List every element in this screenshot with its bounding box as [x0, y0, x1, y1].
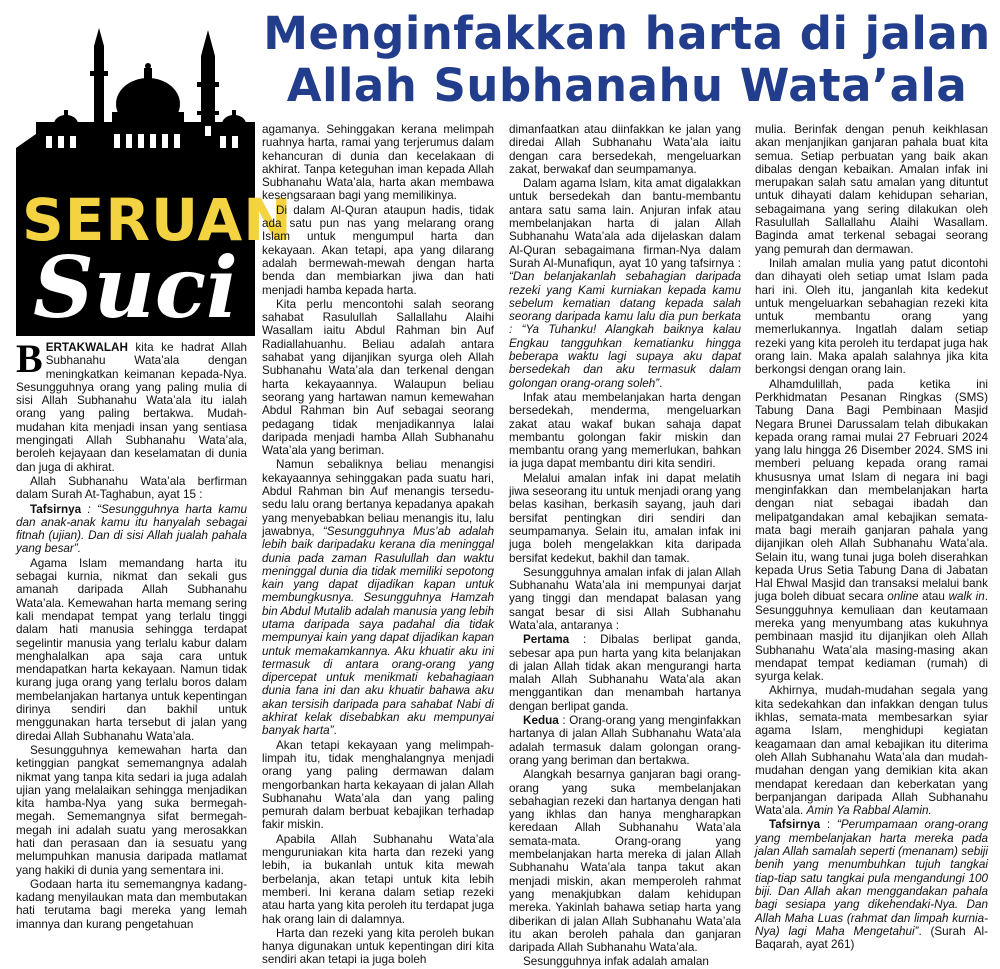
drop-cap: B: [16, 336, 43, 381]
paragraph: Pertama : Dibalas berlipat ganda, sebesar apa pun harta yang kita belanjakan di jalan Allah tidak akan mengurangi harta malah Allah Subhanahu Wata’ala akan menggantikan dan menambah hartanya dengan berlipat ganda.: [509, 633, 741, 713]
paragraph: Namun sebaliknya beliau menangisi kekayaannya sehinggakan pada suatu hari, Abdul Rahman bin Auf menangis tersedu-sedu lalu orang bertanya kepadanya apakah yang menyebabkan beliau menangis itu, lalu jawabnya, “Sesungguhnya Mus’ab adalah lebih baik daripadaku kerana dia meninggal dunia pada zaman Rasulullah dan waktu meninggal dunia dia tidak memiliki sepotong kain yang dapat dijadikan kapan untuk membungkusnya. Sesungguhnya Hamzah bin Abdul Mutalib adalah manusia yang lebih utama daripada saya padahal dia tidak mempunyai kain yang dapat dijadikan kapan untuk memakamkannya. Aku khuatir aku ini termasuk di antara orang-orang yang dipercepat untuk menikmati kebahagiaan dunia fana ini dan aku khuatir bahawa aku akan tersisih daripada para sahabat Nabi di akhirat kelak disebabkan aku mempunyai banyak harta”.: [262, 458, 494, 738]
paragraph: Akhirnya, mudah-mudahan segala yang kita sedekahkan dan infakkan dengan tulus ikhlas, semata-mata membesarkan syiar agama Islam, menghidupi kegiatan keagamaan dan amal kebajikan itu diterima oleh Allah Subhanahu Wata’ala dan mudah-mudahan dengan yang demikian kita akan mendapat keredaan dan keberkatan yang berpanjangan daripada Allah Subhanahu Wata’ala. Amin Ya Rabbal Alamin.: [755, 684, 988, 818]
paragraph: Kita perlu mencontohi salah seorang sahabat Rasulullah Sallallahu Alaihi Wasallam iaitu Abdul Rahman bin Auf Radiallahuanhu. Beliau adalah antara sahabat yang dijanjikan syurga oleh Allah Subhanahu Wata’ala dan terkenal dengan harta kekayaannya. Walaupun beliau seorang yang hartawan namun kemewahan Abdul Rahman bin Auf sebagai seorang pedagang tidak menjadikannya lalai daripada menjadi hamba Allah Subhanahu Wata’ala yang beriman.: [262, 297, 494, 458]
paragraph: Tafsirnya : “Perumpamaan orang-orang yang membelanjakan harta mereka pada jalan Allah samalah seperti (menanam) sebiji benih yang menumbuhkan tujuh tangkai tiap-tiap satu tangkai pula mengandungi 100 biji. Dan Allah akan menggandakan pahala bagi sesiapa yang dikehendaki-Nya. Dan Allah Maha Luas (rahmat dan limpah kurnia-Nya) lagi Maha Mengetahui”. (Surah Al-Baqarah, ayat 261): [755, 818, 988, 952]
paragraph: dimanfaatkan atau diinfakkan ke jalan yang diredai Allah Subhanahu Wata’ala iaitu dengan cara bersedekah, mengeluarkan zakat, berwakaf dan seumpamanya.: [509, 123, 741, 176]
paragraph: Alangkah besarnya ganjaran bagi orang-orang yang suka membelanjakan sebahagian rezeki dan hartanya dengan hati yang ikhlas dan hanya mengharapkan keredaan Allah Subhanahu Wata’ala semata-mata. Orang-orang yang membelanjakan harta mereka di jalan Allah Subhanahu Wata’ala tanpa takut akan menjadi miskin, akan memperoleh rahmat yang menakjubkan dalam kehidupan mereka. Yakinlah bahawa setiap harta yang diberikan di jalan Allah Subhanahu Wata’ala itu akan beroleh pahala dan ganjaran daripada Allah Subhanahu Wata’ala.: [509, 768, 741, 955]
paragraph: Apabila Allah Subhanahu Wata’ala menguruniakan kita harta dan rezeki yang lebih, ia bukanlah untuk kita mewah berbelanja, akan tetapi untuk kita lebih memberi. Ini kerana dalam setiap rezeki atau harta yang kita peroleh itu terdapat juga hak orang lain di dalamnya.: [262, 832, 494, 926]
paragraph: Allah Subhanahu Wata’ala berfirman dalam Surah At-Taghabun, ayat 15 :: [16, 474, 247, 502]
paragraph: Dalam agama Islam, kita amat digalakkan untuk bersedekah dan bantu-membantu antara satu sama lain. Anjuran infak atau membelanjakan harta di jalan Allah Subhanahu Wata’ala ada dijelaskan dalam Al-Quran sebagaimana firman-Nya dalam Surah Al-Munafiqun, ayat 10 yang tafsirnya : “Dan belanjakanlah sebahagian daripada rezeki yang Kami kurniakan kepada kamu sebelum kematian datang kepada salah seorang daripada kamu lalu dia pun berkata : “Ya Tuhanku! Alangkah baiknya kalau Engkau tangguhkan kematianku hingga beberapa waktu lagi supaya aku dapat bersedekah dan aku termasuk dalam golongan orang-orang soleh”.: [509, 177, 741, 390]
headline-line-1: Menginfakkan harta di jalan: [263, 7, 991, 60]
article-column-4: [755, 123, 988, 951]
article-column-3: [509, 123, 741, 969]
paragraph: Inilah amalan mulia yang patut dicontohi dan dihayati oleh setiap umat Islam pada hari ini. Oleh itu, janganlah kita kedekut untuk mengeluarkan sebahagian rezeki kita untuk membantu orang yang memerlukannya. Ingatlah dalam setiap rezeki yang kita peroleh itu terdapat juga hak orang lain. Maka apalah salahnya jika kita berkongsi dengan orang lain.: [755, 256, 988, 377]
paragraph: Sesungguhnya amalan infak di jalan Allah Subhanahu Wata’ala ini mempunyai darjat yang tinggi dan mendapat balasan yang sangat besar di sisi Allah Subhanahu Wata’ala, antaranya :: [509, 565, 741, 632]
article-column-2: [262, 123, 494, 967]
logo-word-seruan: SERUAN: [22, 186, 293, 254]
paragraph: Tafsirnya : “Sesungguhnya harta kamu dan anak-anak kamu itu hanyalah sebagai fitnah (ujian). Dan di sisi Allah jualah pahala yang besar”.: [16, 502, 247, 556]
paragraph: Alhamdulillah, pada ketika ini Perkhidmatan Pesanan Ringkas (SMS) Tabung Dana Bagi Pembinaan Masjid Negara Brunei Darussalam telah dibukakan kepada orang ramai mulai 27 Februari 2024 yang lalu hingga 26 Disember 2024. SMS ini memberi peluang kepada orang ramai khususnya umat Islam di negara ini bagi menginfakkan dan membelanjakan harta dengan niat sebagai ibadah dan melipatgandakan amal kebajikan semata-mata bagi meraih ganjaran pahala yang dijanjikan oleh Allah Subhanahu Wata’ala. Selain itu, wang tunai juga boleh diserahkan kepada Urus Setia Tabung Dana di Jabatan Hal Ehwal Masjid dan transaksi melalui bank juga boleh dibuat secara online atau walk in. Sesungguhnya kemuliaan dan keutamaan mereka yang menyumbang atas kukuhnya pembinaan masjid itu dijanjikan oleh Allah Subhanahu Wata’ala masing-masing akan mendapat tempat kediaman (rumah) di syurga kelak.: [755, 377, 988, 684]
paragraph: Melalui amalan infak ini dapat melatih jiwa seseorang itu untuk menjadi orang yang belas kasihan, berkasih sayang, jauh dari bersifat pentingkan diri sendiri dan seumpamanya. Selain itu, amalan infak ini juga boleh mengelakkan kita daripada bersifat kedekut, bakhil dan tamak.: [509, 471, 741, 565]
logo-word-suci: Suci: [33, 238, 238, 337]
paragraph: Agama Islam memandang harta itu sebagai kurnia, nikmat dan sekali gus amanah daripada Allah Subhanahu Wata’ala. Kemewahan harta memang sering kali mendapat tempat yang terlalu tinggi dalam hati manusia sehingga terdapat segelintir manusia yang terlalu kabur dalam menghalalkan apa saja cara untuk mendapatkan harta kekayaan. Namun tidak kurang juga orang yang terlalu boros dalam membelanjakan hartanya untuk kepentingan dirinya sendiri dan bakhil untuk menggunakan harta tersebut di jalan yang diredai Allah Subhanahu Wata’ala.: [16, 556, 247, 743]
seruan-suci-masthead: [16, 16, 293, 337]
paragraph: Kedua : Orang-orang yang menginfakkan hartanya di jalan Allah Subhanahu Wata’ala adalah termasuk dalam golongan orang-orang yang beriman dan bertakwa.: [509, 714, 741, 767]
paragraph: Di dalam Al-Quran ataupun hadis, tidak ada satu pun nas yang melarang orang Islam untuk mengumpul harta dan kekayaan. Akan tetapi, apa yang dilarang adalah bermewah-mewah dengan harta benda dan membiarkan jiwa dan hati menjadi hamba kepada harta.: [262, 203, 494, 297]
paragraph: Akan tetapi kekayaan yang melimpah-limpah itu, tidak menghalangnya menjadi orang yang paling dermawan dalam mengorbankan harta kekayaan di jalan Allah Subhanahu Wata’ala dan yang paling pemurah dalam berbuat kebajikan terhadap fakir miskin.: [262, 738, 494, 832]
headline: [262, 8, 992, 112]
paragraph: BERTAKWALAH kita ke hadrat Allah Subhanahu Wata’ala dengan meningkatkan keimanan kepada-Nya. Sesungguhnya orang yang paling mulia di sisi Allah Subhanahu Wata’ala itu ialah orang yang paling bertakwa. Mudah-mudahan kita menjadi insan yang sentiasa mengingati Allah Subhanahu Wata’ala, beroleh kejayaan dan keselamatan di dunia dan juga di akhirat.: [16, 336, 247, 474]
paragraph: Harta dan rezeki yang kita peroleh bukan hanya digunakan untuk kepentingan diri kita sendiri akan tetapi ia juga boleh: [262, 926, 494, 967]
headline-line-2: Allah Subhanahu Wata’ala: [286, 59, 968, 112]
paragraph: mulia. Berinfak dengan penuh keikhlasan akan menjanjikan ganjaran pahala buat kita semua. Setiap perbuatan yang baik akan dibalas dengan kebaikan. Amalan infak ini merupakan salah satu amalan yang dituntut untuk dihayati dalam kehidupan seharian, sebagaimana yang sering dilakukan oleh Rasulullah Sallallahu Alaihi Wasallam. Baginda amat terkenal sebagai seorang yang pemurah dan dermawan.: [755, 123, 988, 256]
article-column-1: [16, 336, 247, 931]
paragraph: Sesungguhnya kemewahan harta dan ketinggian pangkat sememangnya adalah nikmat yang tanpa kita sedari ia juga adalah ujian yang melalaikan sehingga menjadikan kita hamba-Nya yang suka bermegah-megah. Sememangnya sifat bermegah-megah ini adalah suatu yang merosakkan hati dan perasaan dan ia sesuatu yang melumpuhkan manusia daripada matlamat yang hakiki di dunia yang sementara ini.: [16, 743, 247, 877]
paragraph: agamanya. Sehinggakan kerana melimpah ruahnya harta, ramai yang terjerumus dalam kehancuran di dunia dan kecelakaan di akhirat. Tanpa keteguhan iman kepada Allah Subhanahu Wata’ala, harta akan membawa kesengsaraan bagi yang memilikinya.: [262, 123, 494, 203]
paragraph: Godaan harta itu sememangnya kadang-kadang menyilaukan mata dan membutakan hati terutama bagi mereka yang lemah imannya dan kurang pengetahuan: [16, 877, 247, 931]
paragraph: Infak atau membelanjakan harta dengan bersedekah, menderma, mengeluarkan zakat atau wakaf bukan sahaja dapat membantu golongan fakir miskin dan membantu orang yang memerlukan, bahkan ia juga dapat membantu diri kita sendiri.: [509, 390, 741, 471]
paragraph: Sesungguhnya infak adalah amalan: [523, 955, 709, 969]
